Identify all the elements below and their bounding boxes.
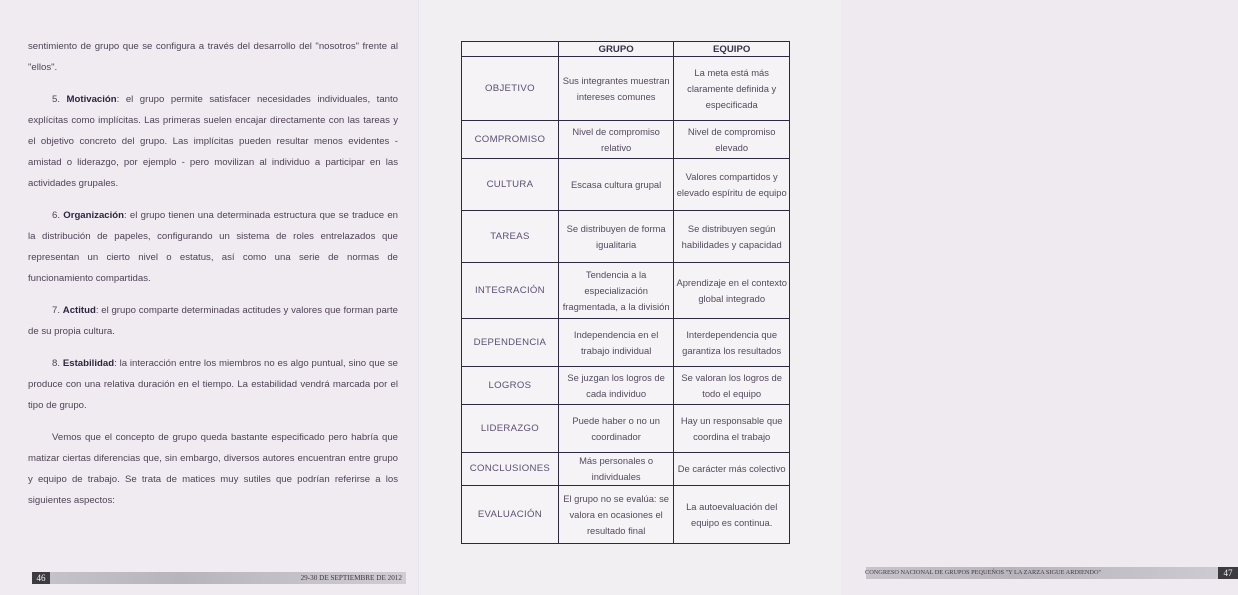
cell-grupo: Más personales o individuales — [558, 453, 674, 486]
footer-left — [32, 572, 406, 584]
paragraph-estabilidad — [28, 353, 398, 416]
row-aspect: COMPROMISO — [462, 121, 559, 159]
cell-equipo: Aprendizaje en el contexto global integrado — [674, 263, 790, 319]
cell-grupo: Se juzgan los logros de cada individuo — [558, 367, 674, 405]
paragraph-text: sentimiento de grupo que se configura a través del desarrollo del "nosotros" frente al "ellos". — [28, 41, 398, 73]
row-aspect: DEPENDENCIA — [462, 319, 559, 367]
table-row — [462, 367, 790, 405]
cell-grupo: Escasa cultura grupal — [558, 159, 674, 211]
paragraph-text: Vemos que el concepto de grupo queda bastante especificado pero habría que matizar ciertas diferencias que, sin embargo, diversos autores encuentran entre grupo y equipo de trabajo. Se trata de matices muy sutiles que podrían referirse a los siguientes aspectos: — [28, 432, 398, 506]
cell-grupo: Tendencia a la especialización fragmentada, a la división — [558, 263, 674, 319]
item-title: Estabilidad — [62, 358, 115, 369]
cell-grupo: Independencia en el trabajo individual — [558, 319, 674, 367]
cell-grupo: El grupo no se evalúa: se valora en ocasiones el resultado final — [558, 486, 674, 544]
cell-grupo: Nivel de compromiso relativo — [558, 121, 674, 159]
page-number: 46 — [32, 572, 50, 584]
table-row — [462, 319, 790, 367]
table-row — [462, 453, 790, 486]
footer-date: 29-30 DE SEPTIEMBRE DE 2012 — [300, 574, 402, 582]
table-header-row — [462, 42, 790, 57]
table-row — [462, 405, 790, 453]
cell-equipo: La meta está más claramente definida y especificada — [674, 57, 790, 121]
row-aspect: TAREAS — [462, 211, 559, 263]
item-title: Motivación — [66, 94, 117, 105]
table-row — [462, 211, 790, 263]
cell-equipo: La autoevaluación del equipo es continua. — [674, 486, 790, 544]
cell-equipo: Valores compartidos y elevado espíritu de equipo — [674, 159, 790, 211]
cell-grupo: Se distribuyen de forma igualitaria — [558, 211, 674, 263]
footer-right — [866, 567, 1238, 579]
left-page — [0, 0, 420, 595]
row-aspect: LIDERAZGO — [462, 405, 559, 453]
paragraph-conclusion — [28, 427, 398, 511]
row-aspect: INTEGRACIÓN — [462, 263, 559, 319]
paragraph-text: : el grupo comparte determinadas actitudes y valores que forman parte de su propia cultura. — [28, 305, 398, 337]
item-title: Organización — [63, 210, 125, 221]
item-number: 5. — [52, 94, 67, 105]
header-grupo: GRUPO — [558, 42, 674, 57]
footer-congress-title: CONGRESO NACIONAL DE GRUPOS PEQUEÑOS "Y LA ZARZA SIGUE ARDIENDO" — [865, 569, 1102, 576]
cell-equipo: De carácter más colectivo — [674, 453, 790, 486]
row-aspect: LOGROS — [462, 367, 559, 405]
header-equipo: EQUIPO — [674, 42, 790, 57]
paragraph-motivacion — [28, 89, 398, 194]
paragraph-text: : el grupo permite satisfacer necesidades individuales, tanto explícitas como implícitas. Las primeras suelen encajar directamente con las tareas y el objetivo concreto del grupo. Las implícitas pueden resultar menos evidentes - amistad o liderazgo, por ejemplo - pero movilizan al individuo a participar en las actividades grupales. — [28, 94, 398, 189]
cell-equipo: Hay un responsable que coordina el trabajo — [674, 405, 790, 453]
cell-grupo: Sus integrantes muestran intereses comunes — [558, 57, 674, 121]
item-title: Actitud — [62, 305, 96, 316]
cell-equipo: Interdependencia que garantiza los resultados — [674, 319, 790, 367]
table-row — [462, 486, 790, 544]
paragraph-intro — [28, 36, 398, 78]
header-aspect — [462, 42, 559, 57]
paragraph-text: : la interacción entre los miembros no es algo puntual, sino que se produce con una relativa duración en el tiempo. La estabilidad vendrá marcada por el tipo de grupo. — [28, 358, 399, 411]
table-row — [462, 121, 790, 159]
cell-equipo: Se distribuyen según habilidades y capacidad — [674, 211, 790, 263]
comparison-table — [461, 41, 790, 544]
paragraph-actitud — [28, 300, 398, 342]
body-text — [28, 36, 398, 522]
cell-equipo: Nivel de compromiso elevado — [674, 121, 790, 159]
paragraph-text: : el grupo tienen una determinada estructura que se traduce en la distribución de papeles, configurando un sistema de roles entrelazados que representan un cierto nivel o estatus, así como una serie de normas de funcionamiento compartidas. — [28, 210, 398, 284]
paragraph-organizacion — [28, 205, 398, 289]
row-aspect: EVALUACIÓN — [462, 486, 559, 544]
page-number: 47 — [1218, 567, 1238, 579]
item-number: 8. — [52, 358, 63, 369]
cell-equipo: Se valoran los logros de todo el equipo — [674, 367, 790, 405]
table-row — [462, 159, 790, 211]
item-number: 7. — [52, 305, 63, 316]
row-aspect: CULTURA — [462, 159, 559, 211]
cell-grupo: Puede haber o no un coordinador — [558, 405, 674, 453]
row-aspect: CONCLUSIONES — [462, 453, 559, 486]
item-number: 6. — [52, 210, 64, 221]
row-aspect: OBJETIVO — [462, 57, 559, 121]
table-row — [462, 57, 790, 121]
table-row — [462, 263, 790, 319]
